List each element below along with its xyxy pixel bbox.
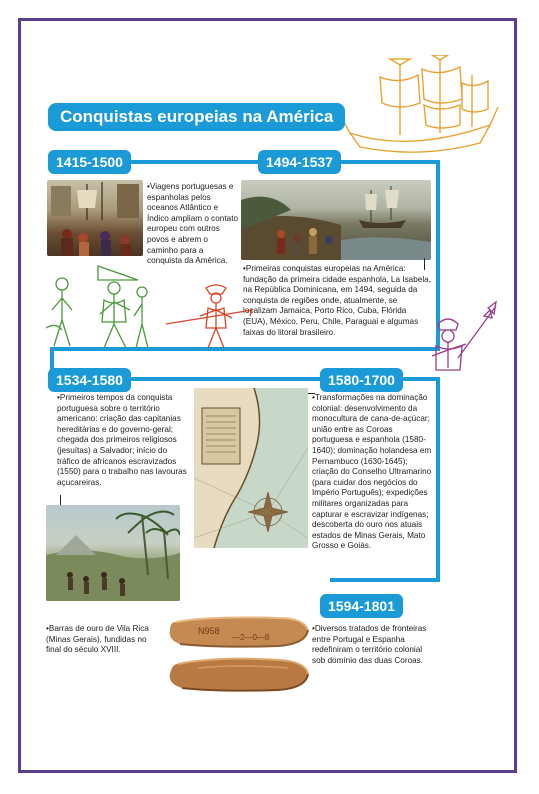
text-content: • Diversos tratados de fronteiras entre Portugal e Espanha redefiniram o território colonial sob domínio das duas Coroas. [312, 624, 426, 665]
painting-port-scene [47, 180, 143, 256]
date-label: 1580-1700 [320, 368, 403, 392]
text-block [243, 264, 431, 338]
text-block [147, 182, 239, 267]
armored-soldier-with-halberd-sketch [418, 298, 498, 378]
text-block [57, 393, 187, 488]
svg-text:N958: N958 [198, 626, 220, 636]
text-block [312, 393, 432, 552]
date-label: 1415-1500 [48, 150, 131, 174]
text-content: • Primeiros tempos da conquista portuguesa sobre o território americano: criação das capitanias hereditárias e do governo-geral; chegada dos primeiros religiosos (jesuítas) a Salvador; início do tráfico de africanos escravizados (1550) para o trabalho nas lavouras açucareiras. [57, 393, 187, 487]
text-content: • Transformações na dominação colonial: desenvolvimento da monocultura de cana-de-açúcar; união entre as Coroas portuguesa e espanhola (1580-1640); dominação holandesa em Pernambuco (1630-1645); criação do Conselho Ultramarino (para cuidar dos negócios do Império Português); expedições militares organizadas para capturar e escravizar indígenas; descoberta do ouro nos atuais estados de Minas Gerais, Mato Grosso e Goiás. [312, 393, 431, 550]
soldier-with-musket-sketch [160, 282, 260, 350]
text-content: • Primeiras conquistas europeias na América: fundação da primeira cidade espanhola, La Isabela, na República Dominicana, em 1494, seguida da conquista de regiões onde, atualmente, se localizam Jamaica, Porto Rico, Cuba, Flórida (EUA), México, Peru, Chile, Paraguai e algumas faixas do litoral brasileiro. [243, 264, 431, 337]
sailing-ship-sketch [340, 55, 500, 160]
indigenous-and-european-figures-sketch [42, 258, 160, 350]
engraving-sugar-plantation [46, 505, 180, 601]
text-content: • Viagens portuguesas e espanholas pelos oceanos Atlântico e Índico ampliam o contato europeu com outros povos e abrem o caminho para a conquista da América. [147, 182, 238, 265]
gold-bar-plain [168, 654, 310, 694]
painting-landing-scene [241, 180, 431, 260]
text-block [46, 624, 158, 656]
historic-map-brazil-coast [194, 388, 308, 548]
text-content: • Barras de ouro de Vila Rica (Minas Gerais), fundidas no final do século XVIII. [46, 624, 149, 654]
page-title: Conquistas europeias na América [48, 103, 345, 131]
date-label: 1534-1580 [48, 368, 131, 392]
date-label: 1494-1537 [258, 150, 341, 174]
date-label: 1594-1801 [320, 594, 403, 618]
text-block [312, 624, 436, 666]
timeline-line [436, 377, 440, 582]
gold-bar-stamped [168, 614, 310, 650]
timeline-line [330, 578, 440, 582]
svg-text:—2—0—8: —2—0—8 [232, 633, 270, 642]
